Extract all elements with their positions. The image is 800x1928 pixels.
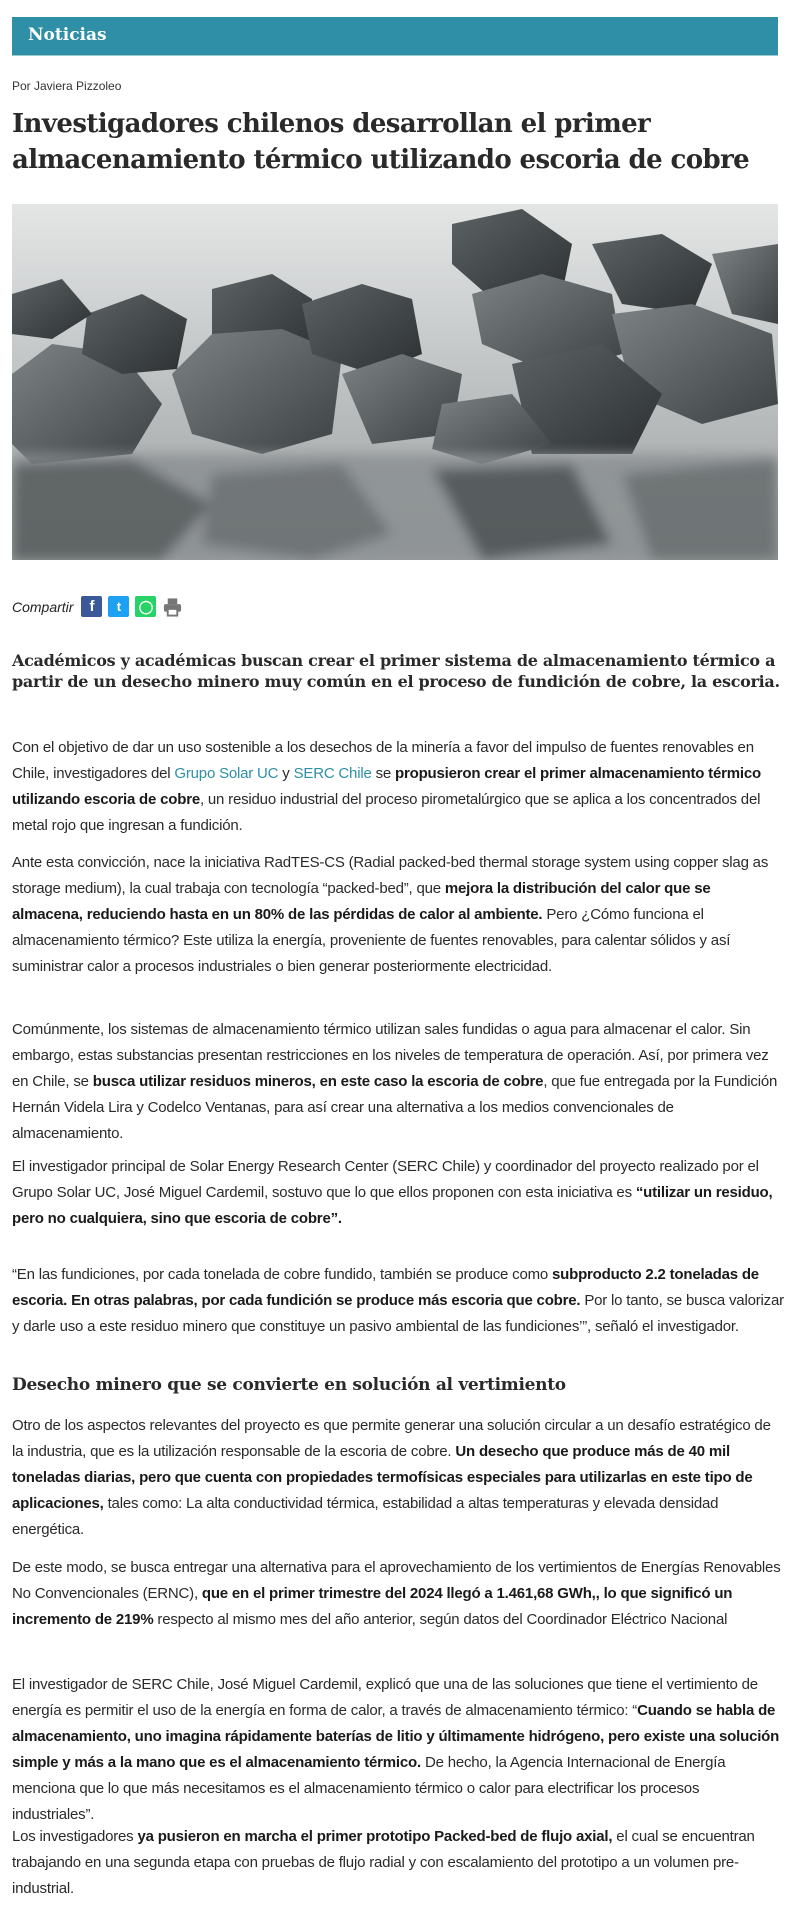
text-run: Ante esta convicción, nace la iniciativa RadTES-CS (Radial packed-bed thermal storage system using copper slag as storage medium), la cual trabaja con tecnología “packed-bed”, que	[12, 854, 769, 897]
inline-link[interactable]: SERC Chile	[293, 765, 372, 782]
text-run: Comúnmente, los sistemas de almacenamiento térmico utilizan sales fundidas o agua para almacenar el calor. Sin embargo, estas substancias presentan restricciones en los niveles de temperatura de operación. Así, por primera vez en Chile, se	[12, 1021, 769, 1090]
paragraph	[12, 1017, 784, 1147]
text-run: El investigador principal de Solar Energy Research Center (SERC Chile) y coordinador del proyecto realizado por el Grupo Solar UC, José Miguel Cardemil, sostuvo que lo que ellos proponen con esta iniciativa es	[12, 1158, 759, 1201]
text-run: El investigador de SERC Chile, José Miguel Cardemil, explicó que una de las soluciones que tiene el vertimiento de energía es permitir el uso de la energía en forma de calor, a través de almacenamiento térmico: “	[12, 1676, 758, 1719]
bold-text: “utilizar un residuo, pero no cualquiera, sino que escoria de cobre”.	[12, 1184, 773, 1227]
section-banner	[12, 17, 778, 56]
text-run: Los investigadores	[12, 1828, 138, 1845]
article-hero-image	[12, 204, 778, 560]
text-run: Por lo tanto, se busca valorizar y darle uso a este residuo minero que constituye un pasivo ambiental de las fundiciones’”, señaló el investigador.	[12, 1292, 784, 1335]
text-run: se	[371, 765, 395, 782]
text-run: , que fue entregada por la Fundición Hernán Videla Lira y Codelco Ventanas, para así crear una alternativa a los medios convencionales de almacenamiento.	[12, 1073, 778, 1142]
share-bar	[12, 596, 183, 617]
text-run: “En las fundiciones, por cada tonelada de cobre fundido, también se produce como	[12, 1266, 552, 1283]
paragraph	[12, 1262, 784, 1340]
paragraph	[12, 1555, 784, 1633]
text-run: Pero ¿Cómo funciona el almacenamiento térmico? Este utiliza la energía, proveniente de fuentes renovables, para calentar sólidos y así suministrar calor a procesos industriales o bien generar posteriormente electricidad.	[12, 906, 731, 975]
inline-link[interactable]: Grupo Solar UC	[174, 765, 279, 782]
facebook-icon[interactable]: f	[81, 596, 102, 617]
bold-text: Cuando se habla de almacenamiento, uno imagina rápidamente baterías de litio y últimamente hidrógeno, pero existe una solución simple y más a la mano que es el almacenamiento térmico.	[12, 1702, 780, 1771]
text-run: , un residuo industrial del proceso pirometalúrgico que se aplica a los concentrados del metal rojo que ingresan a fundición.	[12, 791, 761, 834]
whatsapp-icon[interactable]: ◯	[135, 596, 156, 617]
section-subheading: Desecho minero que se convierte en solución al vertimiento	[12, 1375, 566, 1395]
paragraph	[12, 1824, 784, 1902]
paragraph	[12, 735, 784, 839]
share-label: Compartir	[12, 598, 74, 615]
text-run: el cual se encuentran trabajando en una segunda etapa con pruebas de flujo radial y con escalamiento del prototipo a un volumen pre-industrial.	[12, 1828, 755, 1897]
text-run: tales como: La alta conductividad térmica, estabilidad a altas temperaturas y elevada densidad energética.	[12, 1495, 719, 1538]
bold-text: que en el primer trimestre del 2024 llegó a 1.461,68 GWh,, lo que significó un incremento de 219%	[12, 1585, 733, 1628]
print-icon[interactable]	[162, 596, 183, 617]
paragraph	[12, 850, 784, 980]
bold-text: Un desecho que produce más de 40 mil toneladas diarias, pero que cuenta con propiedades termofísicas especiales para utilizarlas en este tipo de aplicaciones,	[12, 1443, 753, 1512]
bold-text: ya pusieron en marcha el primer prototipo Packed-bed de flujo axial,	[137, 1828, 613, 1845]
article-title: Investigadores chilenos desarrollan el primer almacenamiento térmico utilizando escoria de cobre	[12, 109, 750, 175]
bold-text: busca utilizar residuos mineros, en este caso la escoria de cobre	[92, 1073, 544, 1090]
paragraph	[12, 1154, 784, 1232]
text-run: respecto al mismo mes del año anterior, según datos del Coordinador Eléctrico Nacional	[153, 1611, 728, 1628]
bold-text: mejora la distribución del calor que se almacena, reduciendo hasta en un 80% de las pérdidas de calor al ambiente.	[12, 880, 711, 923]
text-run: Otro de los aspectos relevantes del proyecto es que permite generar una solución circular a un desafío estratégico de la industria, que es la utilización responsable de la escoria de cobre.	[12, 1417, 771, 1460]
text-run: y	[278, 765, 294, 782]
section-title: Noticias	[28, 25, 107, 45]
text-run: De hecho, la Agencia Internacional de Energía menciona que lo que más necesitamos es el almacenamiento térmico o calor para electrificar los procesos industriales”.	[12, 1754, 726, 1823]
text-run: De este modo, se busca entregar una alternativa para el aprovechamiento de los vertimientos de Energías Renovables No Convencionales (ERNC),	[12, 1559, 781, 1602]
paragraph	[12, 1413, 784, 1543]
paragraph	[12, 1672, 784, 1828]
bold-text: subproducto 2.2 toneladas de escoria. En otras palabras, por cada fundición se produce más escoria que cobre.	[12, 1266, 759, 1309]
article-lead: Académicos y académicas buscan crear el primer sistema de almacenamiento térmico a partir de un desecho minero muy común en el proceso de fundición de cobre, la escoria.	[12, 651, 780, 691]
text-run: Con el objetivo de dar un uso sostenible a los desechos de la minería a favor del impulso de fuentes renovables en Chile, investigadores del	[12, 739, 754, 782]
bold-text: propusieron crear el primer almacenamiento térmico utilizando escoria de cobre	[12, 765, 761, 808]
author-byline: Por Javiera Pizzoleo	[12, 79, 122, 93]
twitter-icon[interactable]: t	[108, 596, 129, 617]
